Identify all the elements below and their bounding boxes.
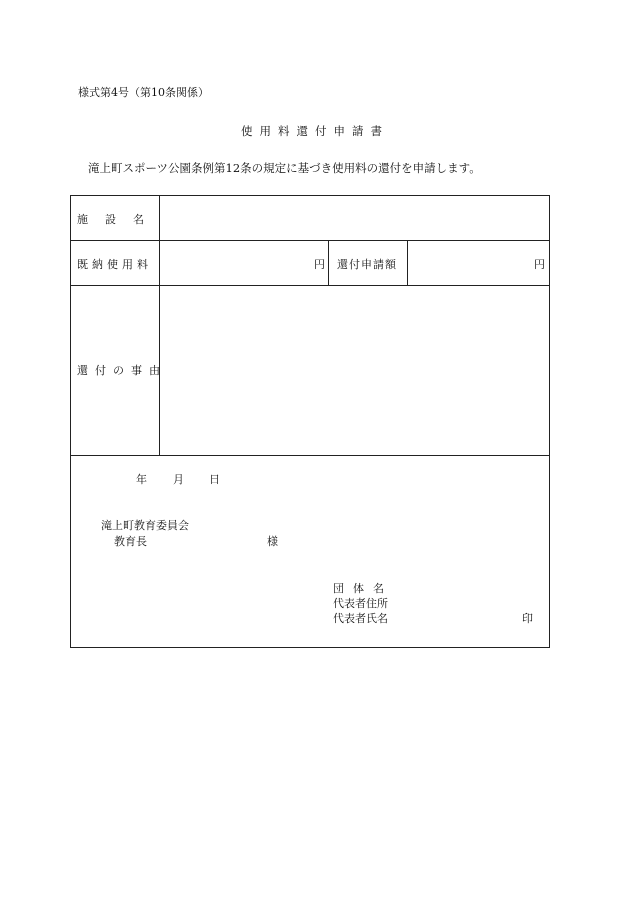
- refund-reason-label: 還付の事由: [77, 364, 167, 377]
- paid-fee-field[interactable]: [160, 241, 310, 285]
- facility-name-field[interactable]: [160, 196, 549, 240]
- date-month-label: 月: [173, 473, 184, 486]
- group-name-label: 団体名: [333, 582, 393, 595]
- paid-fee-label: 既納使用料: [77, 258, 152, 271]
- representative-address-label: 代表者住所: [333, 597, 388, 610]
- addressee-title: 教育長: [114, 535, 147, 548]
- facility-name-label: 施設名: [77, 213, 161, 226]
- refund-amount-label: 還付申請額: [337, 258, 397, 271]
- intro-statement: 滝上町スポーツ公園条例第12条の規定に基づき使用料の還付を申請します。: [88, 161, 481, 175]
- addressee-organization: 滝上町教育委員会: [101, 519, 189, 532]
- row-divider: [71, 455, 549, 456]
- document-title: 使用料還付申請書: [241, 124, 389, 138]
- representative-name-label: 代表者氏名: [333, 612, 388, 625]
- application-form-table: [70, 195, 550, 648]
- date-day-label: 日: [209, 473, 220, 486]
- seal-mark: 印: [522, 612, 533, 625]
- addressee-honorific: 様: [267, 535, 278, 548]
- paid-fee-yen-unit: 円: [314, 258, 325, 271]
- fee-divider: [328, 240, 329, 285]
- refund-amount-field[interactable]: [408, 241, 530, 285]
- refund-amount-yen-unit: 円: [534, 258, 545, 271]
- refund-reason-field[interactable]: [160, 286, 549, 455]
- date-year-label: 年: [136, 473, 147, 486]
- form-number: 様式第4号（第10条関係）: [78, 86, 209, 99]
